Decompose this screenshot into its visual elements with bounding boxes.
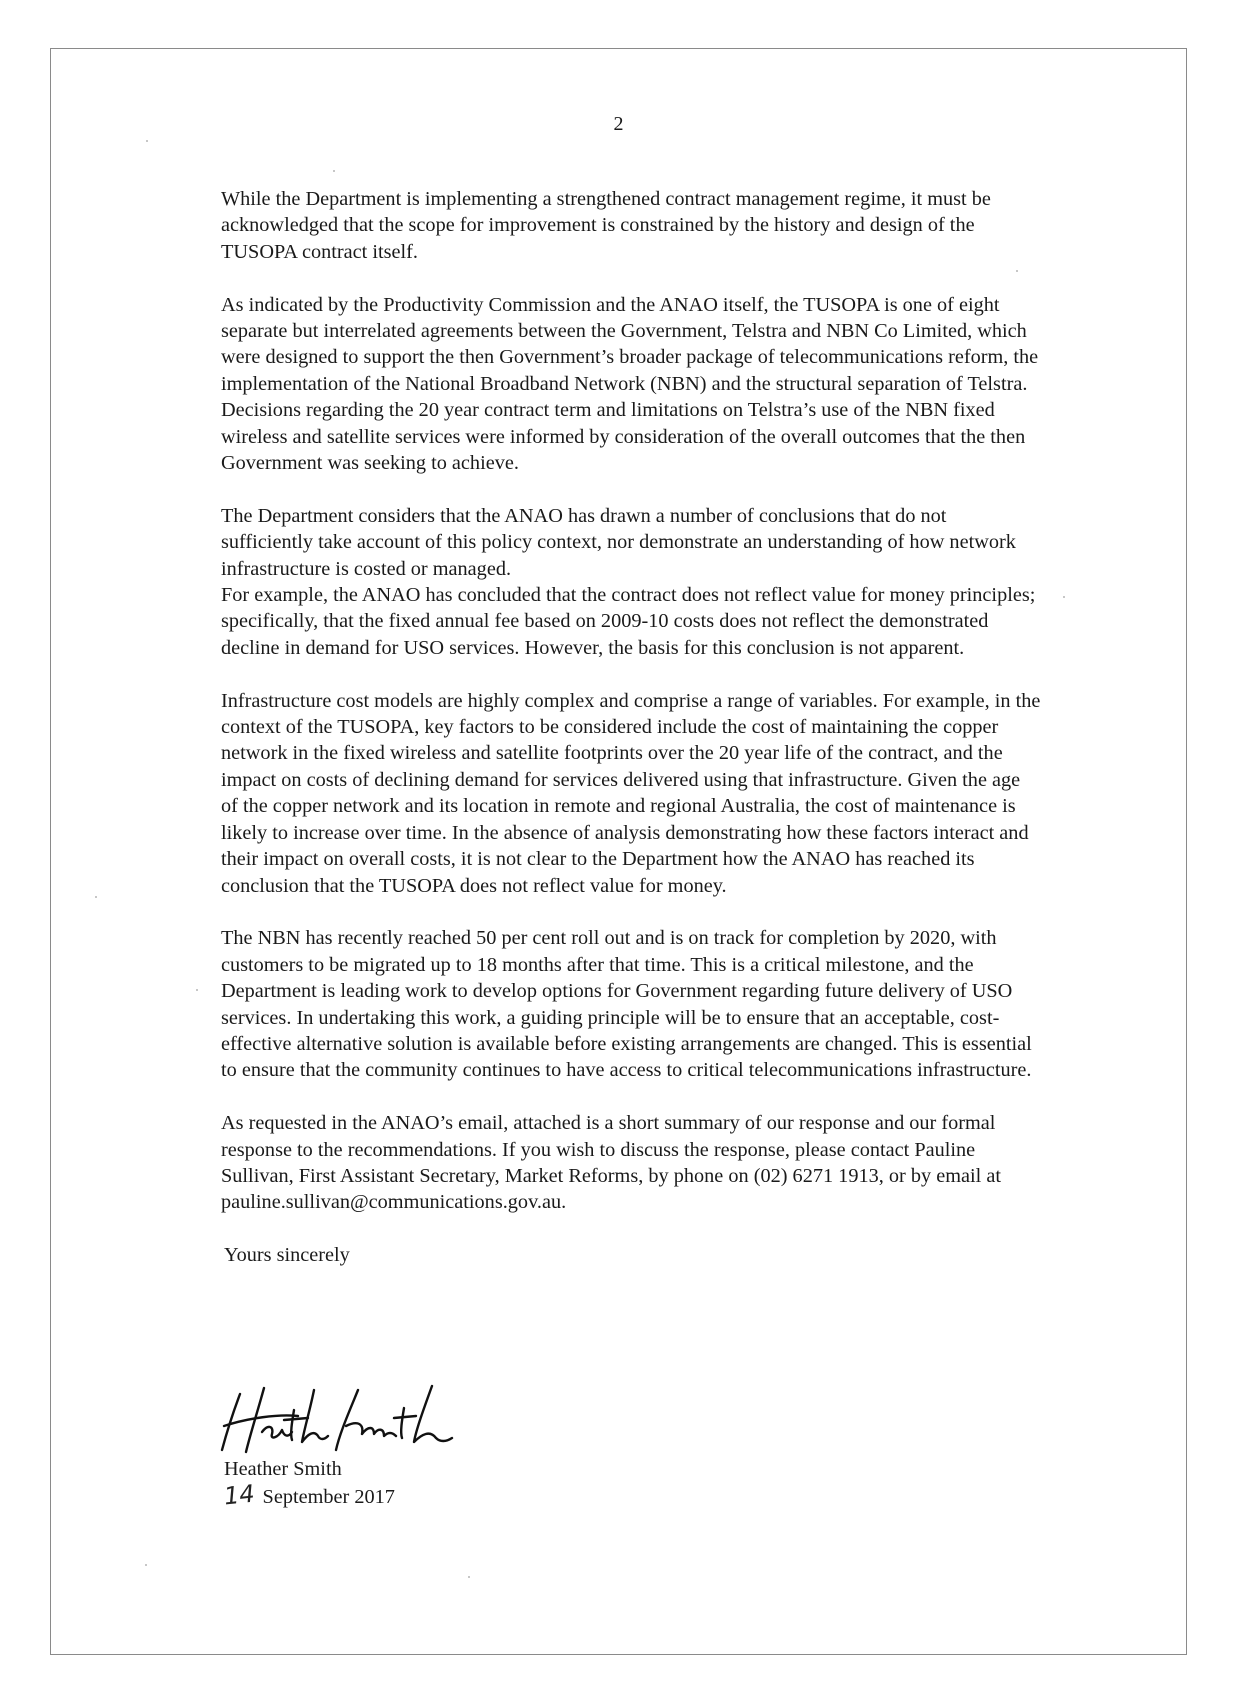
paragraph-nbn-rollout: The NBN has recently reached 50 per cent roll out and is on track for completion by 2020, with customers to be migrated up to 18 months after that time. This is a critical milestone, and the Department is leading work to develop options for Government regarding future delivery of USO services. In undertaking this work, a guiding principle will be to ensure that an acceptable, cost-effective alternative solution is available before existing arrangements are changed. This is essential to ensure that the community continues to have access to critical telecommunications infrastructure. [221,927,1032,1082]
scan-speck [1063,596,1065,598]
scan-speck [333,170,335,172]
handwritten-signature [218,1380,458,1460]
handwritten-day: 14 [222,1479,256,1511]
paragraph-cost-models: Infrastructure cost models are highly complex and comprise a range of variables. For example, in the context of the TUSOPA, key factors to be considered include the cost of maintaining the copper network in the fixed wireless and satellite footprints over the 20 year life of the contract, and the impact on costs of declining demand for services delivered using that infrastructure. Given the age of the copper network and its location in remote and regional Australia, the cost of maintenance is likely to increase over time. In the absence of analysis demonstrating how these factors interact and their impact on overall costs, it is not clear to the Department how the ANAO has reached its conclusion that the TUSOPA does not reflect value for money. [221,689,1041,897]
scan-speck [468,1576,470,1578]
date-month-year: September 2017 [262,1486,395,1509]
signer-name: Heather Smith [224,1458,342,1480]
scan-speck [145,1564,147,1566]
paragraph-contact-details: As requested in the ANAO’s email, attached is a short summary of our response and our formal response to the recommendations. If you wish to discuss the response, please contact Pauline Sullivan, First Assistant Secretary, Market Reforms, by phone on (02) 6271 1913, or by email at pauline.sullivan@communications.gov.au. [221,1112,1001,1214]
scan-speck [95,896,97,898]
paragraph-contract-management: While the Department is implementing a strengthened contract management regime, it must be acknowledged that the scope for improvement is constrained by the history and design of the TUSOPA contract itself. [221,188,991,263]
paragraph-policy-context: As indicated by the Productivity Commission and the ANAO itself, the TUSOPA is one of eight separate but interrelated agreements between the Government, Telstra and NBN Co Limited, which were designed to support the then Government’s broader package of telecommunications reform, the implementation of the National Broadband Network (NBN) and the structural separation of Telstra. Decisions regarding the 20 year contract term and limitations on Telstra’s use of the NBN fixed wireless and satellite services were informed by consideration of the overall outcomes that the then Government was seeking to achieve. [221,293,1039,475]
closing-salutation: Yours sincerely [224,1244,350,1267]
signature-date [222,1479,395,1511]
scan-speck [196,989,198,991]
page-number: 2 [613,113,624,135]
signature-image [218,1380,458,1460]
paragraph-anao-conclusions: The Department considers that the ANAO has drawn a number of conclusions that do not sufficiently take account of this policy context, nor demonstrate an understanding of how network infrastructure is costed or managed. [221,504,1016,580]
signer-block [224,1456,395,1511]
scan-speck [146,140,148,142]
paragraph-value-for-money: For example, the ANAO has concluded that the contract does not reflect value for money principles; specifically, that the fixed annual fee based on 2009-10 costs does not reflect the demonstrated decline in demand for USO services. However, the basis for this conclusion is not apparent. [221,584,1036,659]
letter-body [221,186,1041,1269]
